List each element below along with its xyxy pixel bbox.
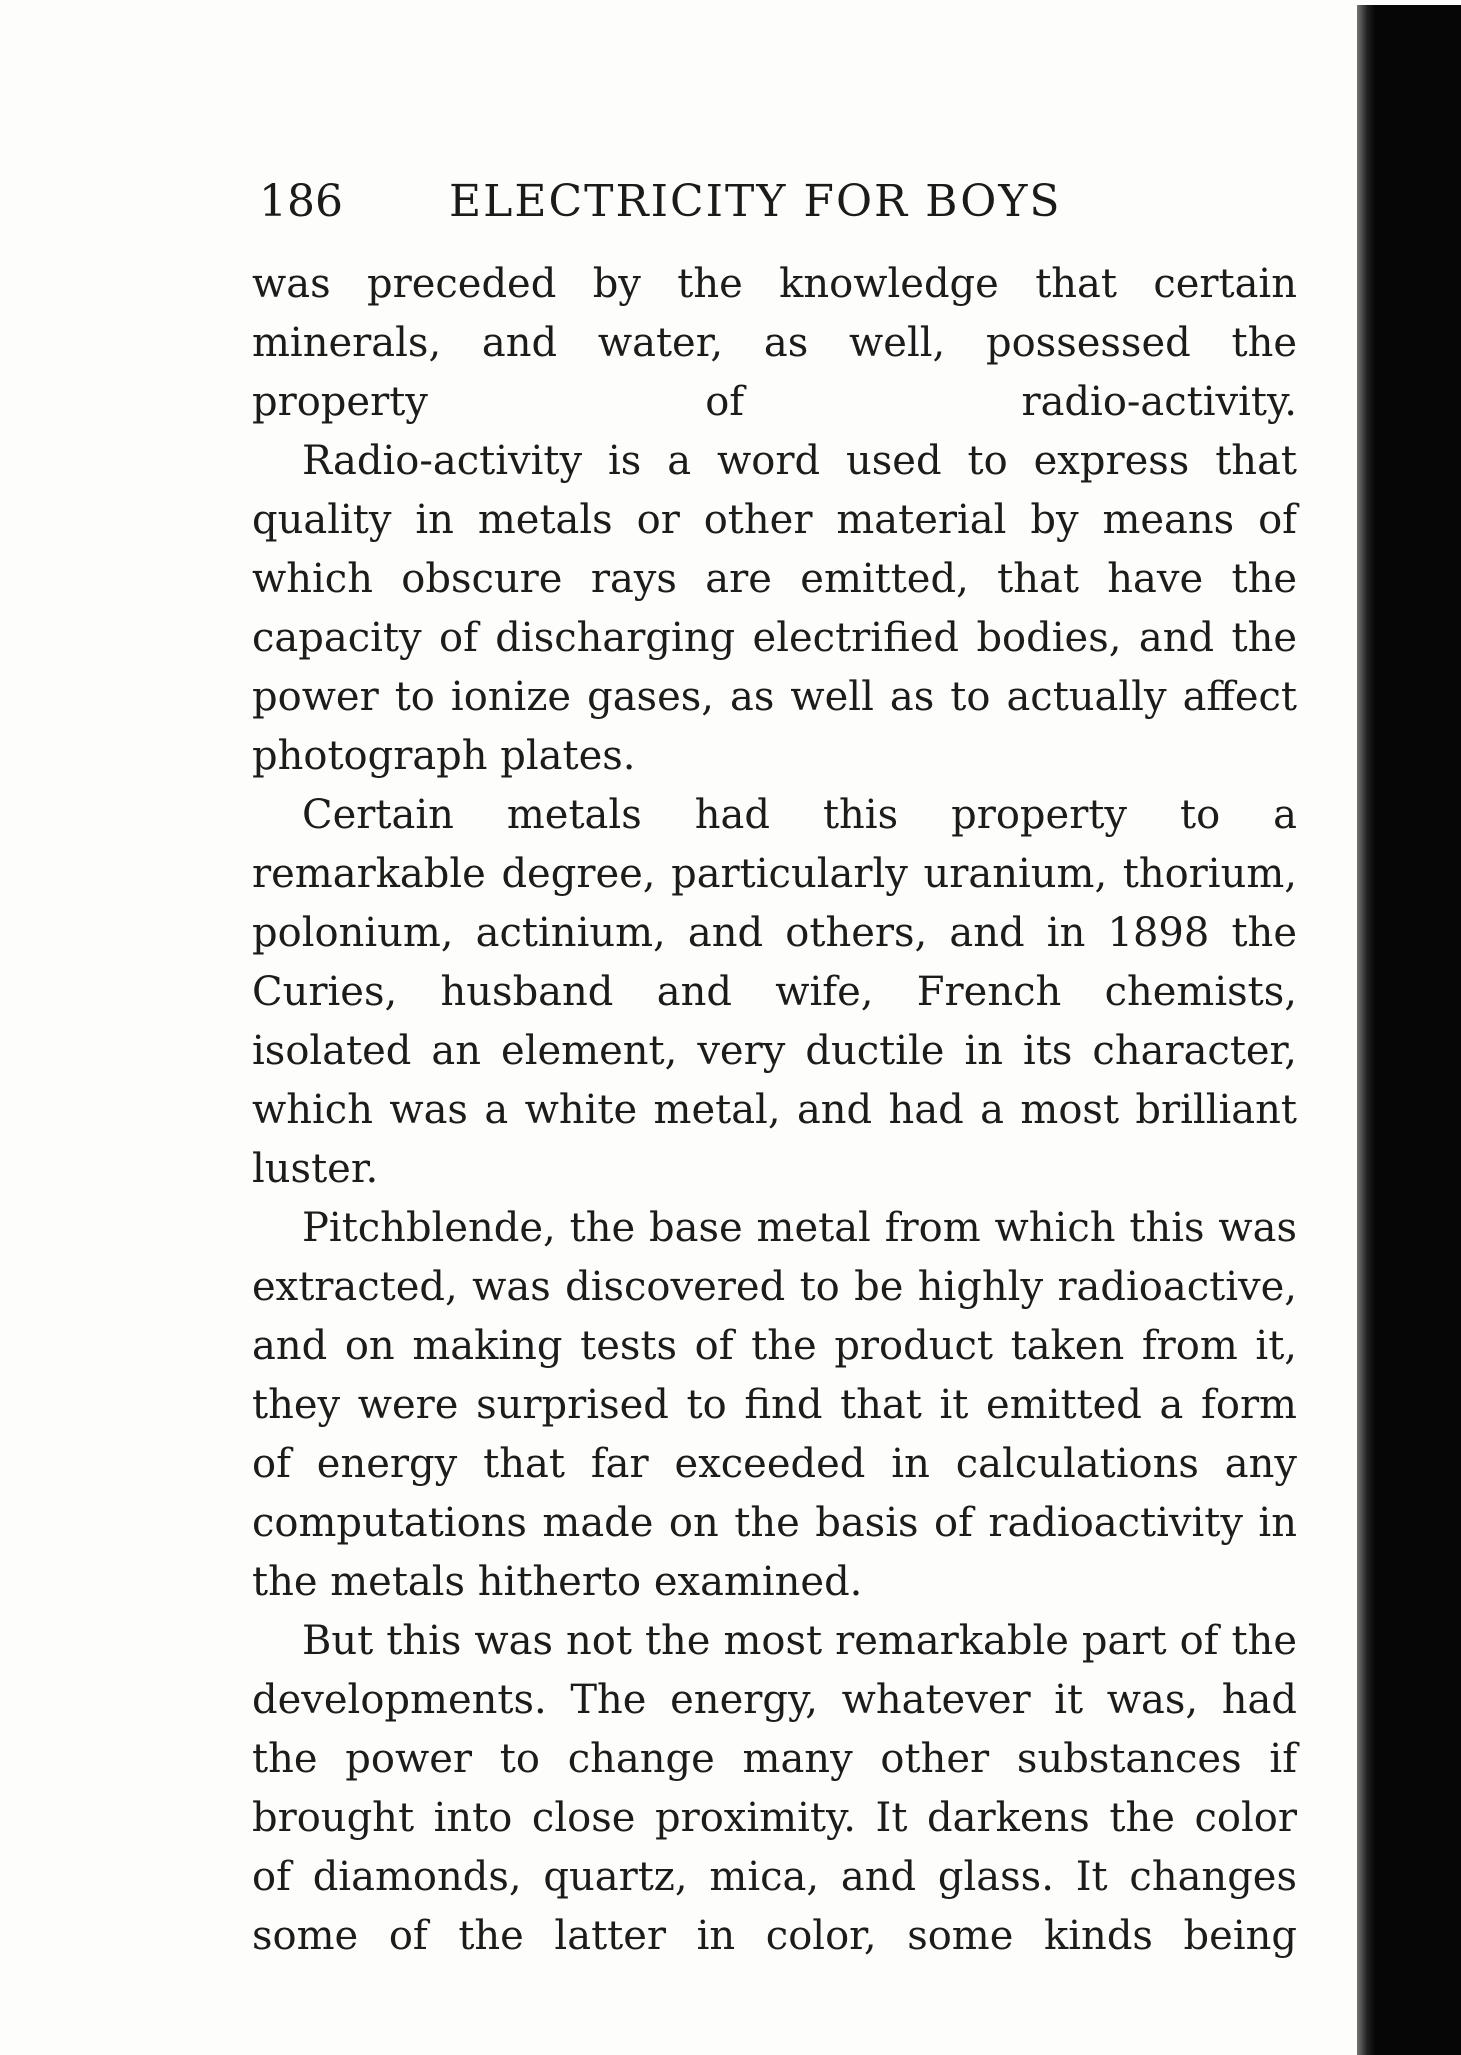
- paragraph: was preceded by the knowledge that certain minerals, and water, as well, possessed the property of radio-activity.: [252, 261, 1297, 425]
- scan-edge-shadow: [1357, 5, 1461, 2055]
- running-head: ELECTRICITY FOR BOYS: [449, 176, 1062, 227]
- body-text: [252, 255, 1297, 1966]
- paragraph: Pitchblende, the base metal from which this was extracted, was discovered to be highly radioactive, and on making tests of the product taken from it, they were surprised to find that it emitted a form of energy that far exceeded in calculations any computations made on the basis of radioactivity in the metals hitherto examined.: [252, 1205, 1297, 1605]
- page-header: [259, 172, 1119, 232]
- paragraph: Radio-activity is a word used to express that quality in metals or other material by means of which obscure rays are emitted, that have the capacity of discharging electrified bodies, and the power to ionize gases, as well as to actually affect photograph plates.: [252, 438, 1297, 779]
- paragraph: Certain metals had this property to a remarkable degree, particularly uranium, thorium, polonium, actinium, and others, and in 1898 the Curies, husband and wife, French chemists, isolated an element, very ductile in its character, which was a white metal, and had a most brilliant luster.: [252, 792, 1297, 1192]
- paragraph: But this was not the most remarkable part of the developments. The energy, whatever it was, had the power to change many other substances if brought into close proximity. It darkens the color of diamonds, quartz, mica, and glass. It changes some of the latter in color, some kinds being: [252, 1618, 1297, 1959]
- page-number: 186: [259, 176, 343, 227]
